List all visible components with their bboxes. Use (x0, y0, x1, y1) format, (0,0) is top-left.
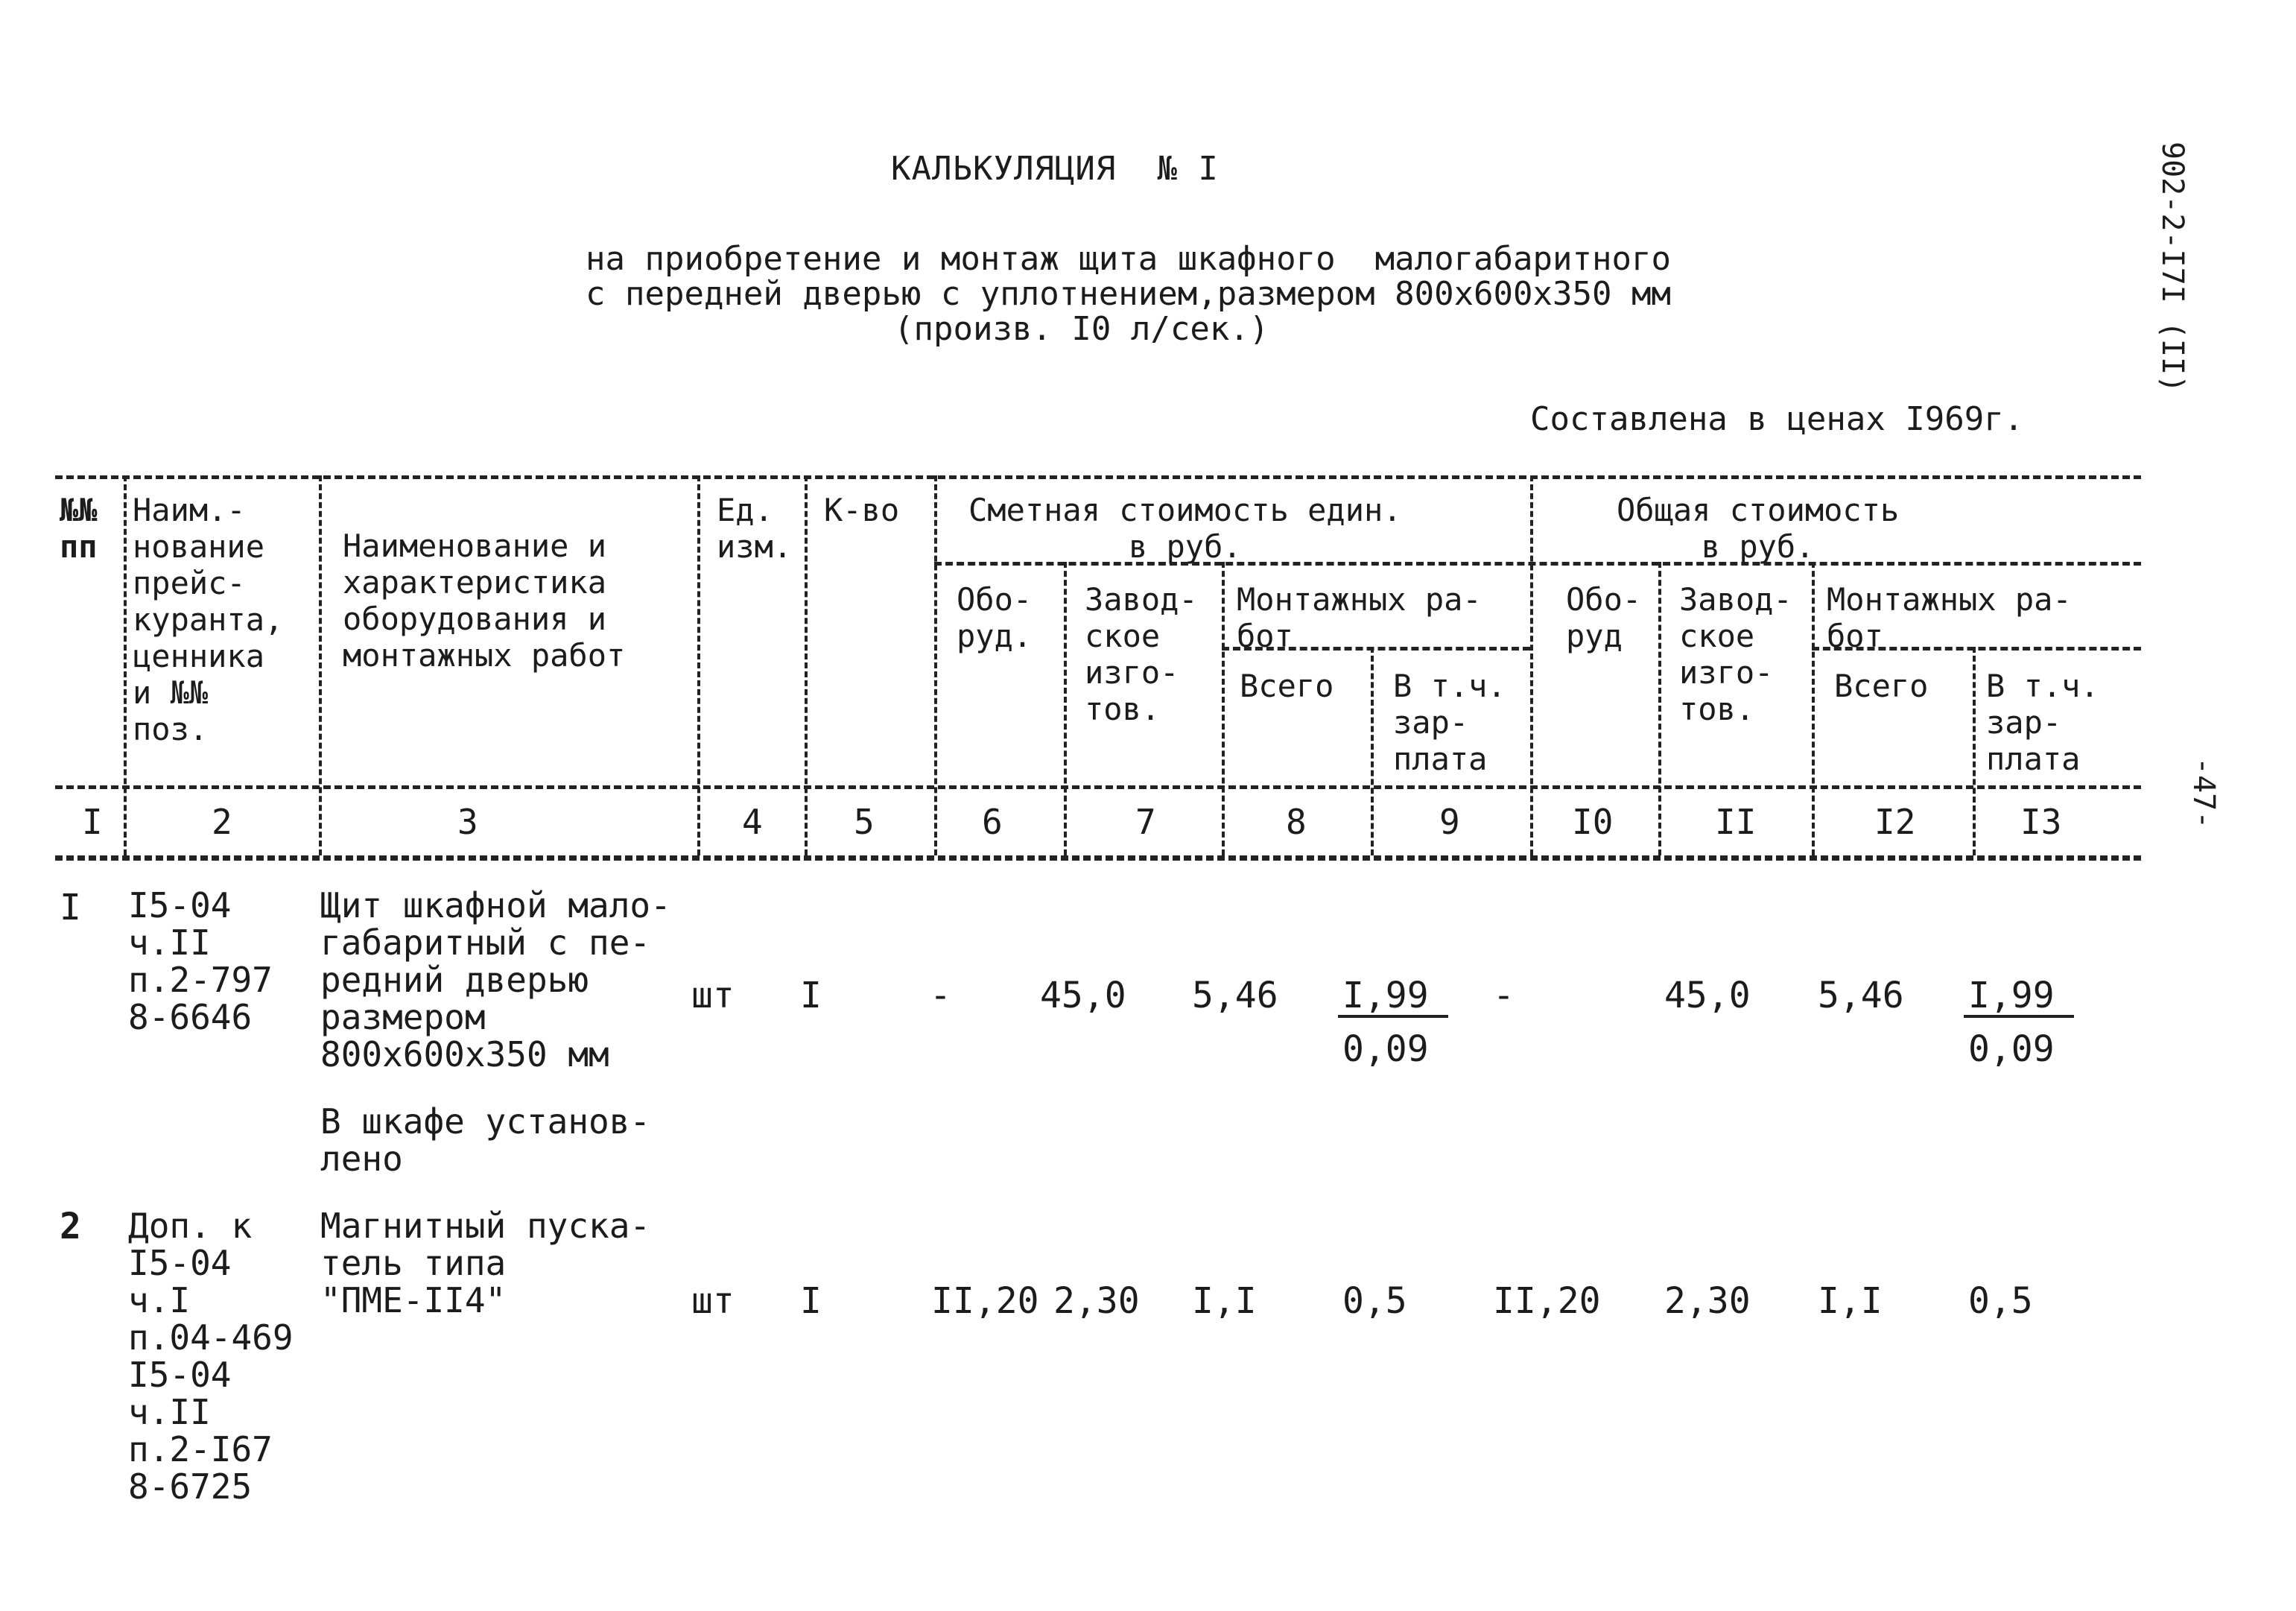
header-wages-total: В т.ч. зар- плата (1986, 668, 2099, 777)
column-number-13: I3 (2020, 802, 2062, 842)
row-1-unit: шт (691, 975, 735, 1016)
col-divider-11 (1812, 562, 1815, 855)
column-number-2: 2 (212, 802, 232, 842)
row-1-qty: I (800, 975, 822, 1016)
column-number-10: I0 (1572, 802, 1614, 842)
col-divider-1 (124, 475, 127, 855)
header-total-cost-group: Общая стоимость в руб. (1617, 492, 1900, 565)
subtitle-line-1: на приобретение и монтаж щита шкафного малогабаритного (586, 240, 1671, 278)
row-1-wages-total-sub: 0,09 (1968, 1028, 2055, 1070)
column-number-6: 6 (982, 802, 1003, 842)
header-installation-sum-total: Всего (1834, 668, 1929, 704)
column-numbers-bottom-rule (55, 857, 2141, 861)
row-2-equipment: II,20 (931, 1280, 1039, 1322)
column-number-3: 3 (457, 802, 478, 842)
row-1-note: В шкафе установ- лено (320, 1101, 651, 1179)
subtitle-line-2: с передней дверью с уплотнением,размером 800х600х350 мм (586, 275, 1671, 313)
col-divider-10 (1658, 562, 1661, 855)
header-equipment-unit: Обо- руд. (957, 581, 1033, 654)
column-number-5: 5 (854, 802, 875, 842)
header-name-characteristics: Наименование и характеристика оборудования и монтажных работ (343, 528, 626, 674)
header-factory-total: Завод- ское изго- тов. (1679, 581, 1792, 727)
row-2-factory-total: 2,30 (1664, 1280, 1751, 1322)
header-bottom-rule (55, 785, 2141, 789)
col-divider-5 (934, 475, 937, 855)
column-number-12: I2 (1874, 802, 1916, 842)
row-1-factory-total: 45,0 (1664, 975, 1751, 1016)
col-divider-3 (697, 475, 700, 855)
row-2-name: Магнитный пуска- тель типа "ПМЕ-II4" (320, 1206, 651, 1320)
row-1-equipment: - (930, 975, 951, 1016)
column-number-7: 7 (1135, 802, 1156, 842)
row-2-installation-total: I,I (1192, 1280, 1257, 1322)
col-divider-7 (1222, 562, 1225, 855)
row-1-factory: 45,0 (1040, 975, 1126, 1016)
column-number-1: I (82, 802, 103, 842)
col-divider-2 (319, 475, 322, 855)
row-2-number: 2 (60, 1206, 81, 1247)
row-1-number: I (60, 887, 81, 928)
header-price-list: Наим.- нование прейс- куранта, ценника и №№ поз. (133, 492, 284, 747)
row-2-factory: 2,30 (1053, 1280, 1140, 1322)
header-installation-unit: Монтажных ра- бот (1237, 581, 1482, 654)
page-number: -47- (2186, 757, 2221, 829)
header-equipment-total: Обо- руд (1566, 581, 1642, 654)
row-1-wages-sub: 0,09 (1342, 1028, 1429, 1070)
column-number-8: 8 (1286, 802, 1307, 842)
column-number-4: 4 (742, 802, 763, 842)
header-col-number: №№ пп (60, 492, 98, 565)
col-divider-12 (1973, 647, 1976, 855)
header-quantity: К-во (824, 492, 900, 528)
row-1-wages-total-underline (1964, 1015, 2074, 1018)
column-number-11: II (1715, 802, 1757, 842)
header-unit: Ед. изм. (717, 492, 793, 565)
col-divider-9 (1530, 475, 1533, 855)
row-2-equipment-total: II,20 (1493, 1280, 1601, 1322)
row-1-installation-sum-total: 5,46 (1818, 975, 1904, 1016)
row-2-wages-total: 0,5 (1968, 1280, 2033, 1322)
column-number-9: 9 (1439, 802, 1460, 842)
row-1-wages-underline (1338, 1015, 1448, 1018)
prices-note: Составлена в ценах I969г. (1530, 400, 2024, 438)
row-2-installation-sum-total: I,I (1818, 1280, 1883, 1322)
row-2-unit: шт (691, 1280, 735, 1322)
document-title: КАЛЬКУЛЯЦИЯ № I (891, 150, 1219, 188)
header-unit-cost-group: Сметная стоимость един. в руб. (968, 492, 1402, 565)
row-1-equipment-total: - (1493, 975, 1515, 1016)
subtitle-line-3: (произв. I0 л/сек.) (894, 310, 1269, 348)
row-2-qty: I (800, 1280, 822, 1322)
header-factory-unit: Завод- ское изго- тов. (1085, 581, 1198, 727)
row-1-installation-total: 5,46 (1192, 975, 1278, 1016)
row-1-name: Щит шкафной мало- габаритный с пе- редний дверью размером 800х600х350 мм (320, 885, 671, 1074)
row-2-price-ref: Доп. к I5-04 ч.I п.04-469 I5-04 ч.II п.2-I67 8-6725 (128, 1206, 294, 1507)
document-code: 902-2-I7I (II) (2155, 142, 2189, 393)
col-divider-4 (805, 475, 808, 855)
table-top-rule (55, 475, 2141, 479)
header-installation-total-unit: Всего (1240, 668, 1334, 704)
row-1-wages: I,99 (1342, 975, 1429, 1016)
row-2-wages: 0,5 (1342, 1280, 1407, 1322)
row-1-price-ref: I5-04 ч.II п.2-797 8-6646 (128, 885, 273, 1037)
header-installation-total-group: Монтажных ра- бот (1827, 581, 2072, 654)
col-divider-6 (1064, 562, 1067, 855)
col-divider-8 (1371, 647, 1374, 855)
row-1-wages-total: I,99 (1968, 975, 2055, 1016)
header-wages-unit: В т.ч. зар- плата (1393, 668, 1506, 777)
